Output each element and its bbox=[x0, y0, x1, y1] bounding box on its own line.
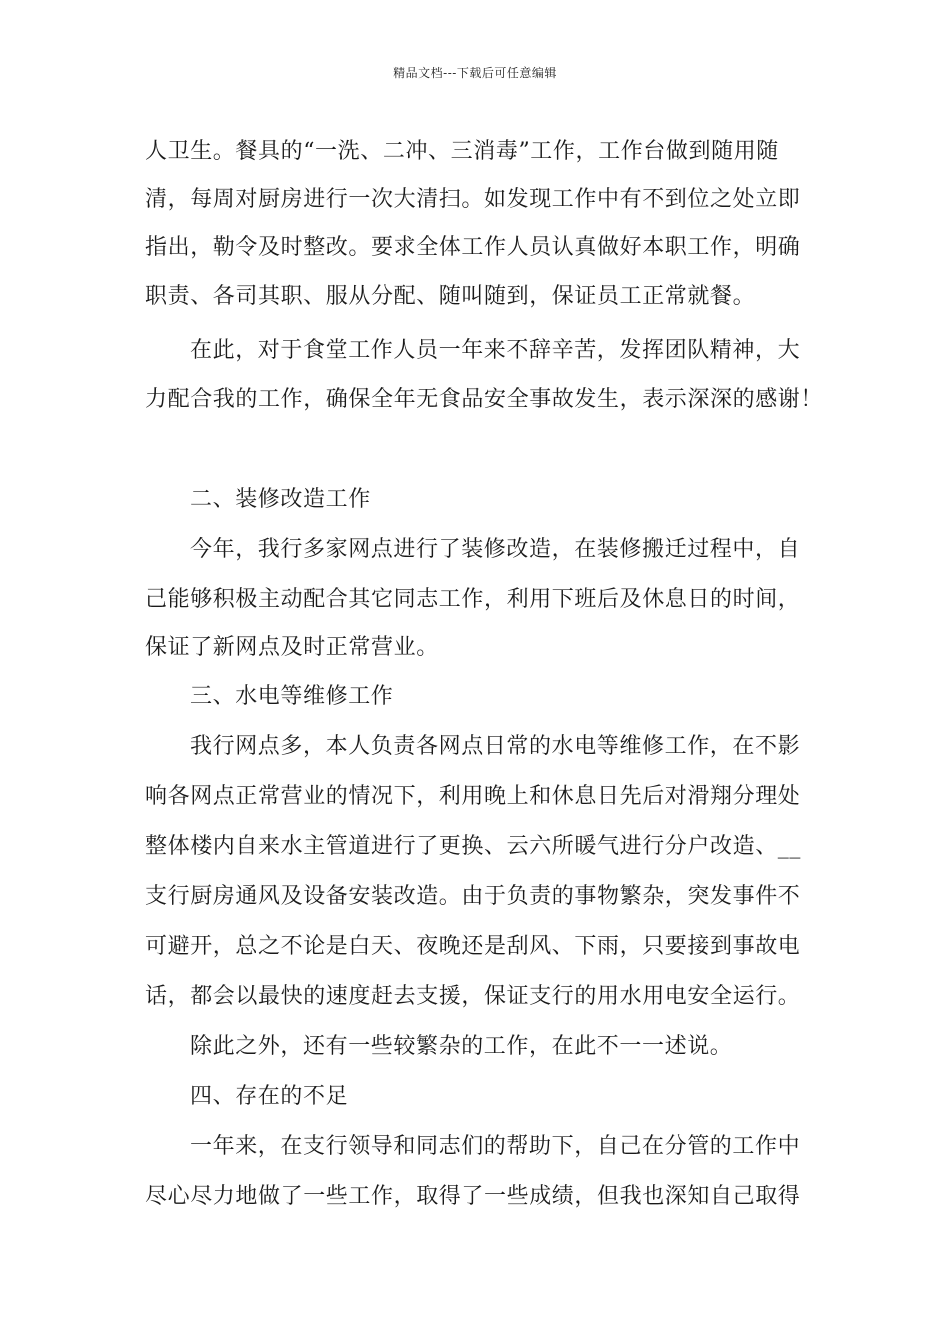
body-line: 保证了新网点及时正常营业。 bbox=[145, 635, 439, 660]
body-line: 力配合我的工作，确保全年无食品安全事故发生，表示深深的感谢！ bbox=[145, 387, 824, 412]
paragraph-first-line: 今年，我行多家网点进行了装修改造，在装修搬迁过程中，自 bbox=[190, 537, 801, 562]
paragraph-first-line: 一年来，在支行领导和同志们的帮助下，自己在分管的工作中 bbox=[190, 1134, 801, 1159]
body-line: 人卫生。餐具的“一洗、二冲、三消毒”工作，工作台做到随用随 bbox=[145, 139, 779, 164]
body-line: 尽心尽力地做了一些工作，取得了一些成绩，但我也深知自己取得 bbox=[145, 1184, 801, 1209]
paragraph-first-line: 在此，对于食堂工作人员一年来不辞辛苦，发挥团队精神，大 bbox=[190, 338, 801, 363]
body-line: 话，都会以最快的速度赶去支援，保证支行的用水用电安全运行。 bbox=[145, 984, 801, 1009]
paragraph-first-line: 我行网点多，本人负责各网点日常的水电等维修工作，在不影 bbox=[190, 734, 801, 759]
paragraph-first-line: 除此之外，还有一些较繁杂的工作，在此不一一述说。 bbox=[190, 1034, 733, 1059]
body-line: 整体楼内自来水主管道进行了更换、云六所暖气进行分户改造、__ bbox=[145, 834, 802, 859]
page-header: 精品文档---下载后可任意编辑 bbox=[393, 66, 557, 80]
body-line: 指出，勒令及时整改。要求全体工作人员认真做好本职工作，明确 bbox=[145, 235, 801, 260]
body-line: 清，每周对厨房进行一次大清扫。如发现工作中有不到位之处立即 bbox=[145, 187, 801, 212]
section-heading: 四、存在的不足 bbox=[190, 1084, 349, 1109]
section-heading: 二、装修改造工作 bbox=[190, 487, 371, 512]
section-heading: 三、水电等维修工作 bbox=[190, 684, 394, 709]
body-line: 支行厨房通风及设备安装改造。由于负责的事物繁杂，突发事件不 bbox=[145, 884, 801, 909]
body-line: 己能够积极主动配合其它同志工作，利用下班后及休息日的时间， bbox=[145, 587, 801, 612]
body-line: 可避开，总之不论是白天、夜晚还是刮风、下雨，只要接到事故电 bbox=[145, 934, 801, 959]
body-line: 响各网点正常营业的情况下，利用晚上和休息日先后对滑翔分理处 bbox=[145, 784, 801, 809]
body-line: 职责、各司其职、服从分配、随叫随到，保证员工正常就餐。 bbox=[145, 284, 756, 309]
